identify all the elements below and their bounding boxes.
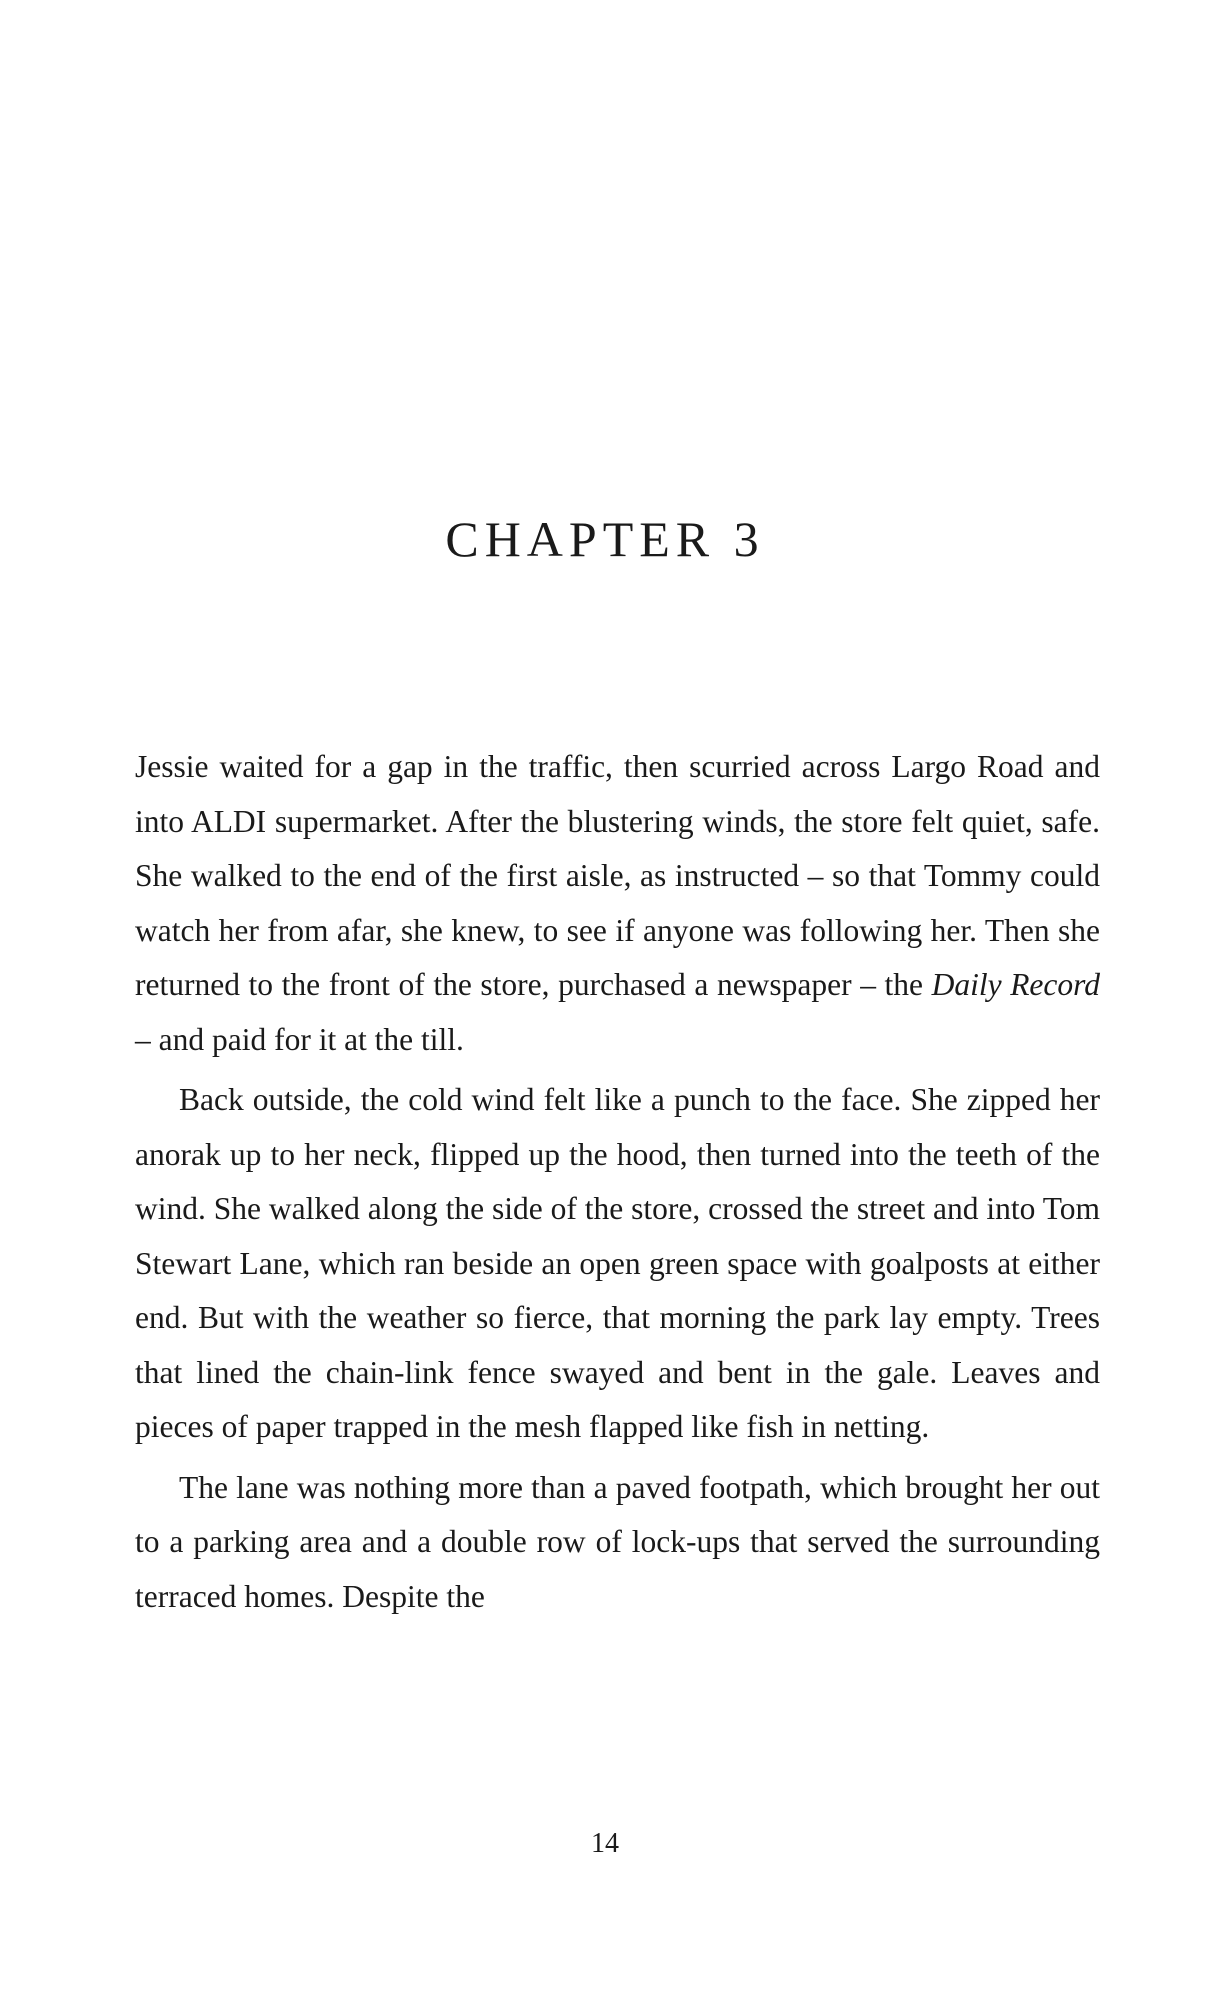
paragraph-1-text-before: Jessie waited for a gap in the traffic, then scurried across Largo Road and into ALDI supermarket. After the blustering winds, the store felt quiet, safe. She walked to the end of the first aisle, as instructed – so that Tommy could watch her from afar, she knew, to see if anyone was following her. Then she returned to the front of the store, purchased a newspaper – the (135, 749, 1100, 1002)
chapter-heading: CHAPTER 3 (445, 511, 765, 567)
page-number: 14 (591, 1828, 619, 1859)
paragraph-1 (135, 740, 1100, 1067)
paragraph-3: The lane was nothing more than a paved footpath, which brought her out to a parking area and a double row of lock-ups that served the surrounding terraced homes. Despite the (135, 1469, 1100, 1614)
newspaper-title: Daily Record (931, 967, 1100, 1002)
paragraph-1-text-after: – and paid for it at the till. (135, 1021, 464, 1057)
chapter-body (135, 740, 1100, 1630)
paragraph-2: Back outside, the cold wind felt like a punch to the face. She zipped her anorak up to her neck, flipped up the hood, then turned into the teeth of the wind. She walked along the side of the store, crossed the street and into Tom Stewart Lane, which ran beside an open green space with goalposts at either end. But with the weather so fierce, that morning the park lay empty. Trees that lined the chain-link fence swayed and bent in the gale. Leaves and pieces of paper trapped in the mesh flapped like fish in netting. (135, 1082, 1100, 1444)
